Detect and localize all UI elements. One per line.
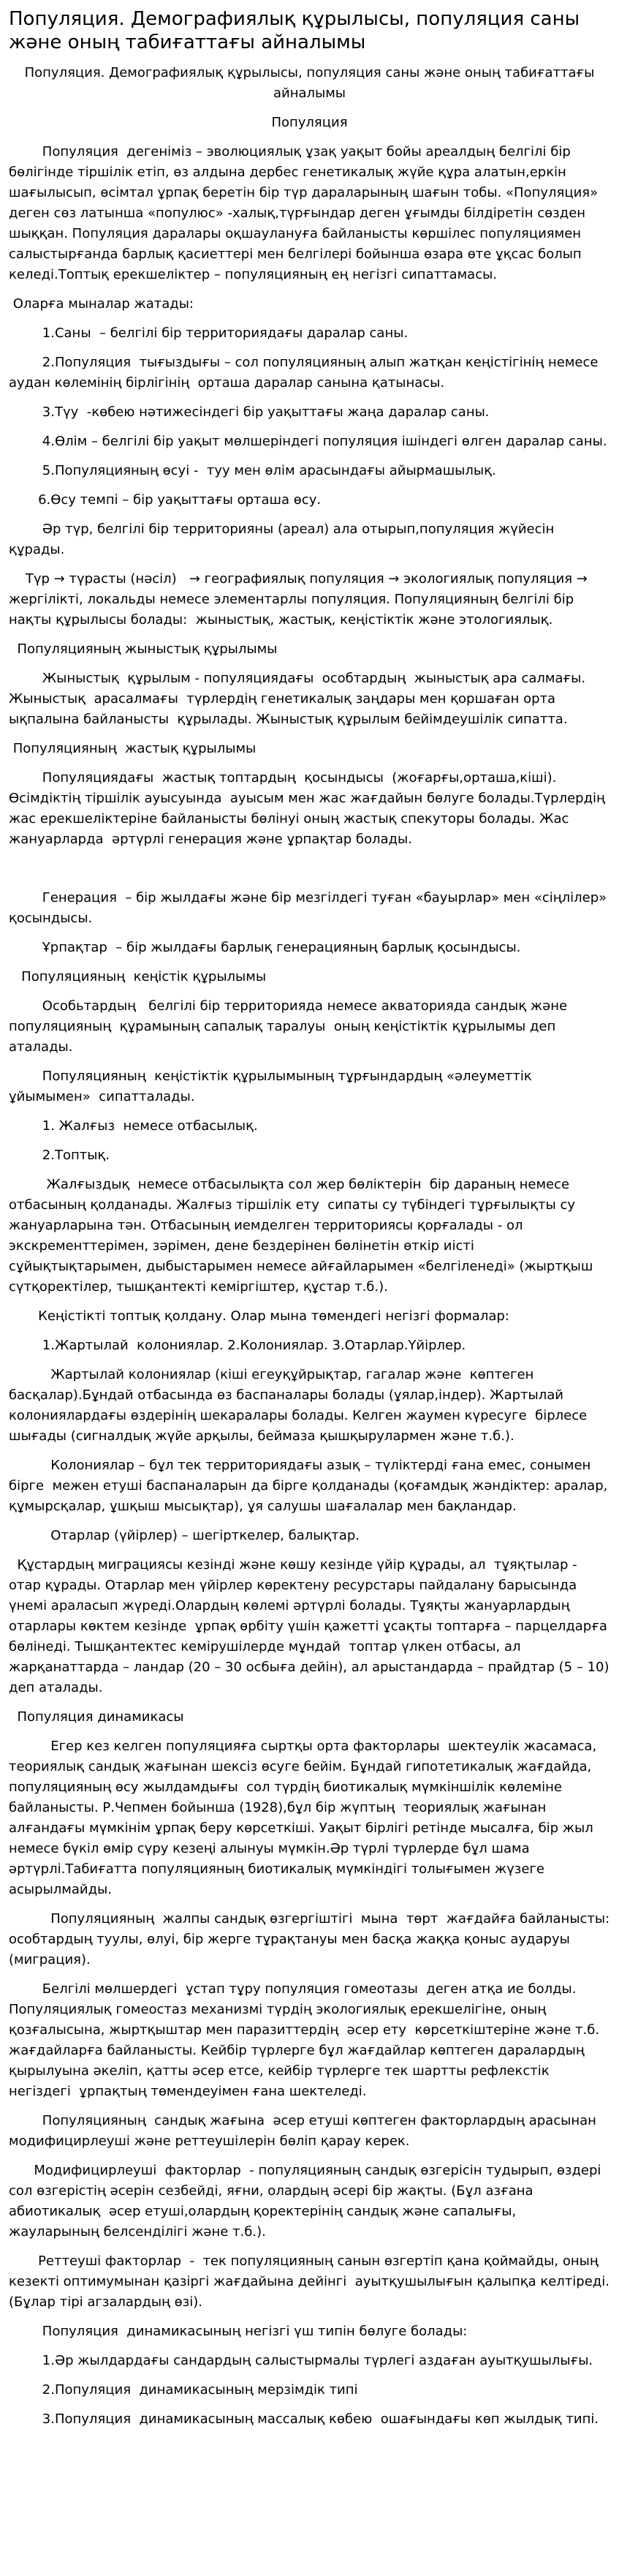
paragraph: 1.Саны – белгілі бір территориядағы даралар саны. bbox=[9, 325, 409, 341]
paragraph: Жалғыздық немесе отбасылықта сол жер бөліктерін бір дараның немесе отбасының қолданады. Жалғыз тіршілік ету сипаты су түбіндегі тұрғылықты су жануарларына тән. Отбасының иемделген территориясы қорғалады - ол экскременттерімен, зәрімен, дене бездерінен бөлінетін өткір иісті сұйықтықтарымен, дыбыстарымен немесе айғайларымен «белгіленеді» (жыртқыш сүтқоректілер, тышқантекті кеміргіштер, құстар т.б.). bbox=[9, 1177, 598, 1295]
blank-space bbox=[9, 859, 610, 888]
paragraph: 5.Популяцияның өсуі - туу мен өлім арасындағы айырмашылық. bbox=[9, 463, 496, 478]
page-title: Популяция. Демографиялық құрылысы, популяция саны және оның табиғаттағы айналымы bbox=[9, 8, 580, 53]
paragraph: Отарлар (үйірлер) – шегірткелер, балықтар. bbox=[9, 1528, 360, 1543]
paragraph: Популяцияның сандық жағына әсер етуші көптеген факторлардың арасынан модифицирлеуші және реттеушілерін бөліп қарау керек. bbox=[9, 2113, 601, 2149]
paragraph: 2.Топтық. bbox=[9, 1148, 110, 1163]
paragraph: 1. Жалғыз немесе отбасылық. bbox=[9, 1118, 258, 1134]
paragraph: 6.Өсу темпі – бір уақыттағы орташа өсу. bbox=[9, 492, 322, 508]
paragraph: Жартылай колониялар (кіші егеуқұйрықтар, гагалар және көптеген басқалар).Бұндай отбасында өз баспаналары болады (ұялар,індер). Жартылай колониялардағы өздерінің шекаралары болады. Келген жаумен күресуге бірлесе шығады (сигналдық жүйе арқылы, беймаза қышқырулармен және т.б.). bbox=[9, 1367, 591, 1444]
paragraph: Популяция дегеніміз – эволюциялық ұзақ уақыт бойы ареалдың белгілі бір бөлігінде тіршілік етіп, өз алдына дербес генетикалық жүйе құра алатын,еркін шағылысып, өсімтал ұрпақ беретін бір түр дараларының шағын тобы. «Популяция» деген сөз латынша «популюс» -халық,түрғындар деген ұғымды білдіретін сөзден шыққан. Популяция даралары оқшаулануға байланысты көршілес популяциямен салыстырғанда барлық қасиеттері мен белгілері бойынша өзара өте ұқсас болып келеді.Топтық ерекшеліктер – популяцияның ең негізгі сипаттамасы. bbox=[9, 144, 602, 282]
paragraph: 3.Түу -көбею нәтижесіндегі бір уақыттағы жаңа даралар саны. bbox=[9, 404, 490, 420]
section-heading: Популяция bbox=[271, 115, 348, 130]
paragraph: 2.Популяция динамикасының мерзімдік типі bbox=[9, 2382, 358, 2398]
paragraph: Колониялар – бұл тек территориядағы азық – түліктерді ғана емес, сонымен бірге межен етуші баспаналарын да бірге қолданады (қоғамдық жәндіктер: аралар, құмырсқалар, ұшқыш мысықтар), ұя салушы шағалалар мен бақландар. bbox=[9, 1458, 612, 1514]
paragraph: Белгілі мөлшердегі ұстап тұру популяция гомеотазы деген атқа ие болды. Популяциялық гомеостаз механизмі түрдің экологиялық ерекшелігіне, оның қозғалысына, жыртқыштар мен паразиттердің әсер ету көрсеткіштеріне және т.б. жағдайларға байланысты. Кейбір түрлерге бұл жағдайлар көптеген даралардың қырылуына әкеліп, қатты әсер етсе, кейбір түрлерге тек шартты рефлекстік негіздегі ұрпақтың төмендеуімен ғана шектеледі. bbox=[9, 1981, 604, 2099]
paragraph: 1.Әр жылдардағы сандардың салыстырмалы түрлегі аздаған ауытқушылығы. bbox=[9, 2353, 593, 2368]
paragraph-list bbox=[9, 142, 618, 2430]
paragraph: Жыныстық құрылым - популяциядағы особтардың жыныстық ара салмағы. Жыныстық арасалмағы түрлердің генетикалық заңдары мен қоршаған орта ықпалына байланысты құрылады. Жыныстық құрылым бейімдеушілік сипатта. bbox=[9, 671, 590, 727]
paragraph: Популяцияның кеңістіктік құрылымының тұрғындардың «әлеуметтік ұйымымен» сипатталады. bbox=[9, 1069, 536, 1104]
paragraph: Генерация – бір жылдағы және бір мезгілдегі туған «бауырлар» мен «сіңлілер» қосындысы. bbox=[9, 890, 615, 926]
paragraph: Оларға мыналар жатады: bbox=[9, 296, 194, 312]
paragraph: Популяцияның жыныстық құрылымы bbox=[9, 641, 278, 657]
paragraph: 2.Популяция тығыздығы – сол популяцияның алып жатқан кеңістігінің немесе аудан көлемінің бірлігінің орташа даралар санына қатынасы. bbox=[9, 355, 603, 391]
document-body bbox=[9, 63, 618, 2430]
paragraph: 3.Популяция динамикасының массалық көбею ошағындағы көп жылдық типі. bbox=[9, 2411, 599, 2427]
paragraph: Ұрпақтар – бір жылдағы барлық генерацияның барлық қосындысы. bbox=[9, 940, 521, 955]
paragraph: Популяцияның жастық құрылымы bbox=[9, 741, 257, 756]
paragraph: Популяциядағы жастық топтардың қосындысы (жоғарғы,орташа,кіші). Өсімдіктің тіршілік ауысуында ауысым мен жас жағдайын бөлуге болады.Түрлердің жас ерекшеліктеріне байланысты бөлінуі оның жастық спекуторы болады. Жас жануарларда әртүрлі генерация және ұрпақтар болады. bbox=[9, 770, 614, 847]
paragraph: Популяция динамикасы bbox=[9, 1709, 184, 1725]
paragraph: Особьтардың белгілі бір территорияда немесе акваторияда сандық және популяцияның құрамының сапалық таралуы оның кеңістіктік құрылымы деп аталады. bbox=[9, 998, 571, 1055]
paragraph: Құстардың миграциясы кезінді және көшу кезінде үйір құрады, ал тұяқтылар - отар құрады. Отарлар мен үйірлер көректену ресурстары пайдалану барысында үнемі араласып жүреді.Олардың көлемі әртүрлі болады. Тұяқты жануарлардың отарлары көктем кезінде ұрпақ өрбіту үшін қажетті ұсақты топтарға – парцелдарға бөлінеді. Тышқантектес кемірушілерде мұндай топтар үлкен отбасы, ал жарқанаттарда – ландар (20 – 30 осбыға дейін), ал арыстандарда – прайдтар (5 – 10) деп аталады. bbox=[9, 1557, 614, 1695]
paragraph: Әр түр, белгілі бір территорияны (ареал) ала отырып,популяция жүйесін құрады. bbox=[9, 521, 559, 557]
paragraph: Популяцияның кеңістік құрылымы bbox=[9, 969, 267, 984]
paragraph: Кеңістікті топтық қолдану. Олар мына төмендегі негізгі формалар: bbox=[9, 1308, 509, 1324]
paragraph: Модифицирлеуші факторлар - популяцияның сандық өзгерісін тудырып, өздері сол өзгерістің әсерін сезбейді, яғни, олардың әсері бір жақты. (Бұл азғана абиотикалық әсер етуші,олардың қоректерінің сандық және сапалығы, жауларының белсенділігі және т.б.). bbox=[9, 2163, 606, 2240]
paragraph: Популяцияның жалпы сандық өзгергіштігі мына төрт жағдайға байланысты: особтардың туулы, өлуі, бір жерге тұрақтануы мен басқа жаққа қоныс аударуы (миграция). bbox=[9, 1911, 618, 1967]
paragraph: 4.Өлім – белгілі бір уақыт мөлшеріндегі популяция ішіндегі өлген даралар саны. bbox=[9, 434, 607, 449]
paragraph: Популяция динамикасының негізгі үш типін бөлуге болады: bbox=[9, 2324, 468, 2339]
paragraph: Егер кез келген популяцияға сыртқы орта факторлары шектеулік жасамаса, теориялық сандық жағынан шексіз өсуге бейім. Бұндай гипотетикалық жағдайда, популяцияның өсу жылдамдығы сол түрдің биотикалық мүмкіншілік көлеміне байланысты. Р.Чепмен бойынша (1928),бұл бір жүптың теориялық жағынан алғандағы мүмкінім ұрпақ беру көрсеткіші. Уақыт бірлігі ретінде мысалға, бір жыл немесе бүкіл өмір сүру кезеңі алынуы мүмкін.Әр түрлі түрлерде бұл шама әртүрлі.Табиғатта популяцияның биотикалық мүмкіндігі толығымен жүзеге асырылмайды. bbox=[9, 1739, 601, 1897]
paragraph: Түр → түрасты (нәсіл) → географиялық популяция → экологиялық популяция → жергілікті, локальды немесе элементарлы популяция. Популяцияның белгілі бір нақты құрылысы болады: жыныстық, жастық, кеңістіктік және этологиялық. bbox=[9, 571, 592, 628]
paragraph: 1.Жартылай колониялар. 2.Колониялар. 3.Отарлар.Үйірлер. bbox=[9, 1338, 466, 1353]
paragraph: Реттеуші факторлар - тек популяцияның санын өзгертіп қана қоймайды, оның кезекті оптимумынан қазіргі жағдайына дейінгі ауытқушылығын қалыпқа келтіреді. (Бұлар тірі агзалардың өзі). bbox=[9, 2253, 614, 2310]
document-title: Популяция. Демографиялық құрылысы, популяция саны және оның табиғаттағы айналымы bbox=[24, 65, 595, 101]
